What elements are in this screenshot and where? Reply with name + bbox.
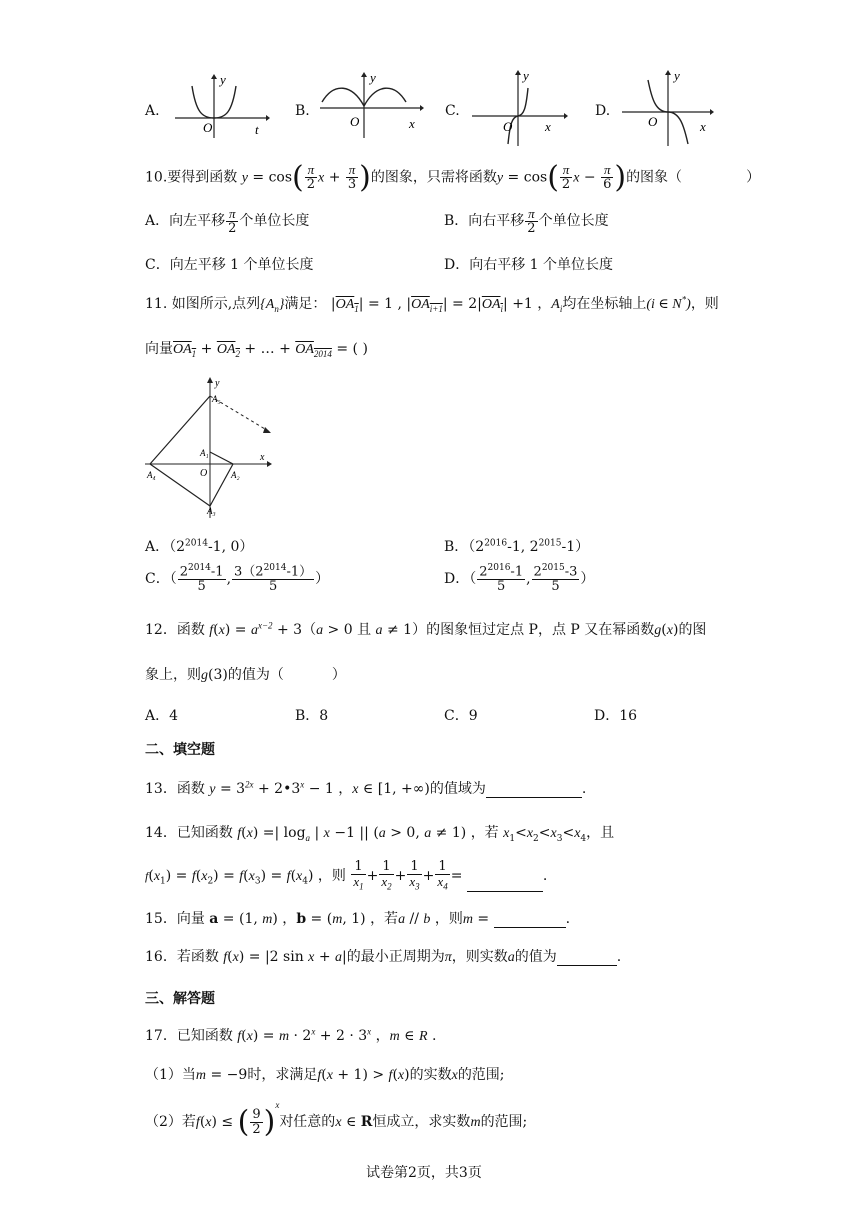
- q11-option-a: A．（$2^{2014}-1$, 0）: [145, 538, 254, 555]
- q11-fig-a1: A₁: [200, 448, 209, 458]
- q9-option-a-label: A.: [145, 103, 160, 119]
- q10-option-d: D．向右平移 1 个单位长度: [444, 257, 614, 273]
- q9-b-ylabel: y: [370, 72, 376, 85]
- q11-option-d: D．（ $\frac{2^{2016}-1}{5}$ , $\frac{2^{2015}-3}{5}$ ）: [444, 563, 595, 594]
- page-footer: 试卷第2页，共3页: [366, 1165, 482, 1181]
- q9-a-origin: O: [203, 120, 213, 135]
- q16: 16．若函数 f(x) = |2 sin x + a|的最小正周期为π，则实数a的值为 .: [145, 949, 622, 965]
- q11-fig-a2: A₂: [231, 470, 240, 480]
- q10-stem: 10.要得到函数 y = cos( $\frac{\pi}{2}$ x + $\frac{\pi}{3}$ )的图象，只需将函数y = cos( $\frac{\pi}{2}$ x − $\frac{\pi}{6}$ )的图象（ ）: [145, 160, 761, 195]
- q9-d-xlabel: x: [700, 119, 706, 134]
- q13: 13．函数 $y = 3^{2x}$ + $2•3^x - 1$ ，x ∈ [1, +∞)的值域为 .: [145, 779, 587, 797]
- q12-option-d: D．16: [594, 708, 638, 724]
- q10-option-a: A．向左平移 $\frac{\pi}{2}$ 个单位长度: [145, 206, 310, 236]
- q10-option-b: B．向右平移 $\frac{\pi}{2}$ 个单位长度: [444, 206, 609, 236]
- section-fill-in-heading: 二、填空题: [145, 742, 215, 758]
- q10-formula-1: y: [241, 170, 248, 186]
- q12-option-b: B．8: [295, 708, 329, 724]
- q10-option-c: C．向左平移 1 个单位长度: [145, 257, 314, 273]
- q11-option-b: B．（$2^{2016}-1$, $2^{2015}-1$）: [444, 538, 590, 555]
- q17-stem: 17．已知函数 $f(x) = m \cdot 2^x + 2 \cdot 3^x$ ，m ∈ R .: [145, 1026, 437, 1044]
- q17-part-1: （1）当m = −9时，求满足f(x + 1) > f(x)的实数x的范围;: [145, 1067, 505, 1083]
- q11-fig-x: x: [260, 452, 265, 463]
- q12-stem: 12．函数 $f(x) = a^{x-2} + 3(a > 0$ 且 a ≠ 1）的图象恒过定点 P，点 P 又在幂函数g(x)的图: [145, 620, 707, 638]
- q9-b-xlabel: x: [409, 116, 415, 131]
- q9-option-c-label: C.: [445, 103, 460, 119]
- q9-graph-b: [316, 72, 426, 142]
- q9-graph-d: [618, 68, 718, 146]
- q11-option-c: C．（ $\frac{2^{2014}-1}{5}$ , $\frac{3(2^{2014}-1)}{5}$ ）: [145, 563, 330, 594]
- q9-d-ylabel: y: [674, 68, 680, 83]
- q11-fig-o: O: [200, 468, 208, 479]
- q9-a-ylabel: y: [220, 72, 226, 87]
- q9-c-ylabel: y: [523, 68, 529, 83]
- q12-option-c: C．9: [444, 708, 478, 724]
- q12-stem-2: 象上，则g(3)的值为（ ）: [145, 667, 346, 683]
- q11-fig-a3: A₃: [207, 506, 216, 516]
- q14: 14．已知函数 f(x) =| $\log_a$ | x −1 || (a > 0, a ≠ 1) ，若 $x_1<x_2<x_3<x_4$，且: [145, 825, 615, 844]
- q12-option-a: A．4: [145, 708, 179, 724]
- q9-b-origin: O: [350, 114, 360, 129]
- q17-part-2: （2）若f(x) ≤ ( $\frac{9}{2}$ )$^x$对任意的x ∈ R恒成立，求实数m的范围;: [145, 1100, 528, 1140]
- q14-line-2: $f(x_1) = f(x_2) = f(x_3) = f(x_4)$ ，则 $\frac{1}{x_1}$ + $\frac{1}{x_2}$ + $\frac{1}{x_3}$ + $\frac{1}{x_4}$ = .: [145, 859, 548, 892]
- q9-c-origin: O: [503, 119, 513, 134]
- q11-stem-2: 向量$OA_1 + OA_2$ + … + $OA_{2014}$ = ( ): [145, 341, 368, 359]
- q9-option-d-label: D.: [595, 103, 611, 119]
- q11-fig-y: y: [215, 378, 220, 389]
- q11-fig-a5: A₅: [212, 394, 221, 404]
- q9-c-xlabel: x: [545, 119, 551, 134]
- q12-number: 12．: [145, 622, 177, 638]
- q9-graph-c: [468, 68, 578, 146]
- q10-text: 要得到函数: [167, 169, 238, 186]
- q10-number: 10.: [145, 169, 168, 186]
- q9-d-origin: O: [648, 114, 658, 129]
- q11-figure: [145, 376, 275, 521]
- q9-option-b-label: B.: [295, 103, 310, 119]
- q15: 15．向量 a = (1, m) ，b = (m, 1) ，若a // b ，则m = .: [145, 911, 571, 927]
- q9-graph-a: [170, 72, 270, 142]
- q9-a-xlabel: t: [255, 122, 259, 137]
- section-solve-heading: 三、解答题: [145, 991, 215, 1007]
- q11-stem: 11. 如图所示,点列$\{A_n\}$满足： $|OA_1| = 1$ , $|OA_{i+1}| = 2|OA_i| +1$ ，$A_i$均在坐标轴上(i ∈ N*)，则: [145, 294, 719, 314]
- q11-fig-a4: A₄: [147, 470, 156, 480]
- q11-number: 11.: [145, 296, 168, 312]
